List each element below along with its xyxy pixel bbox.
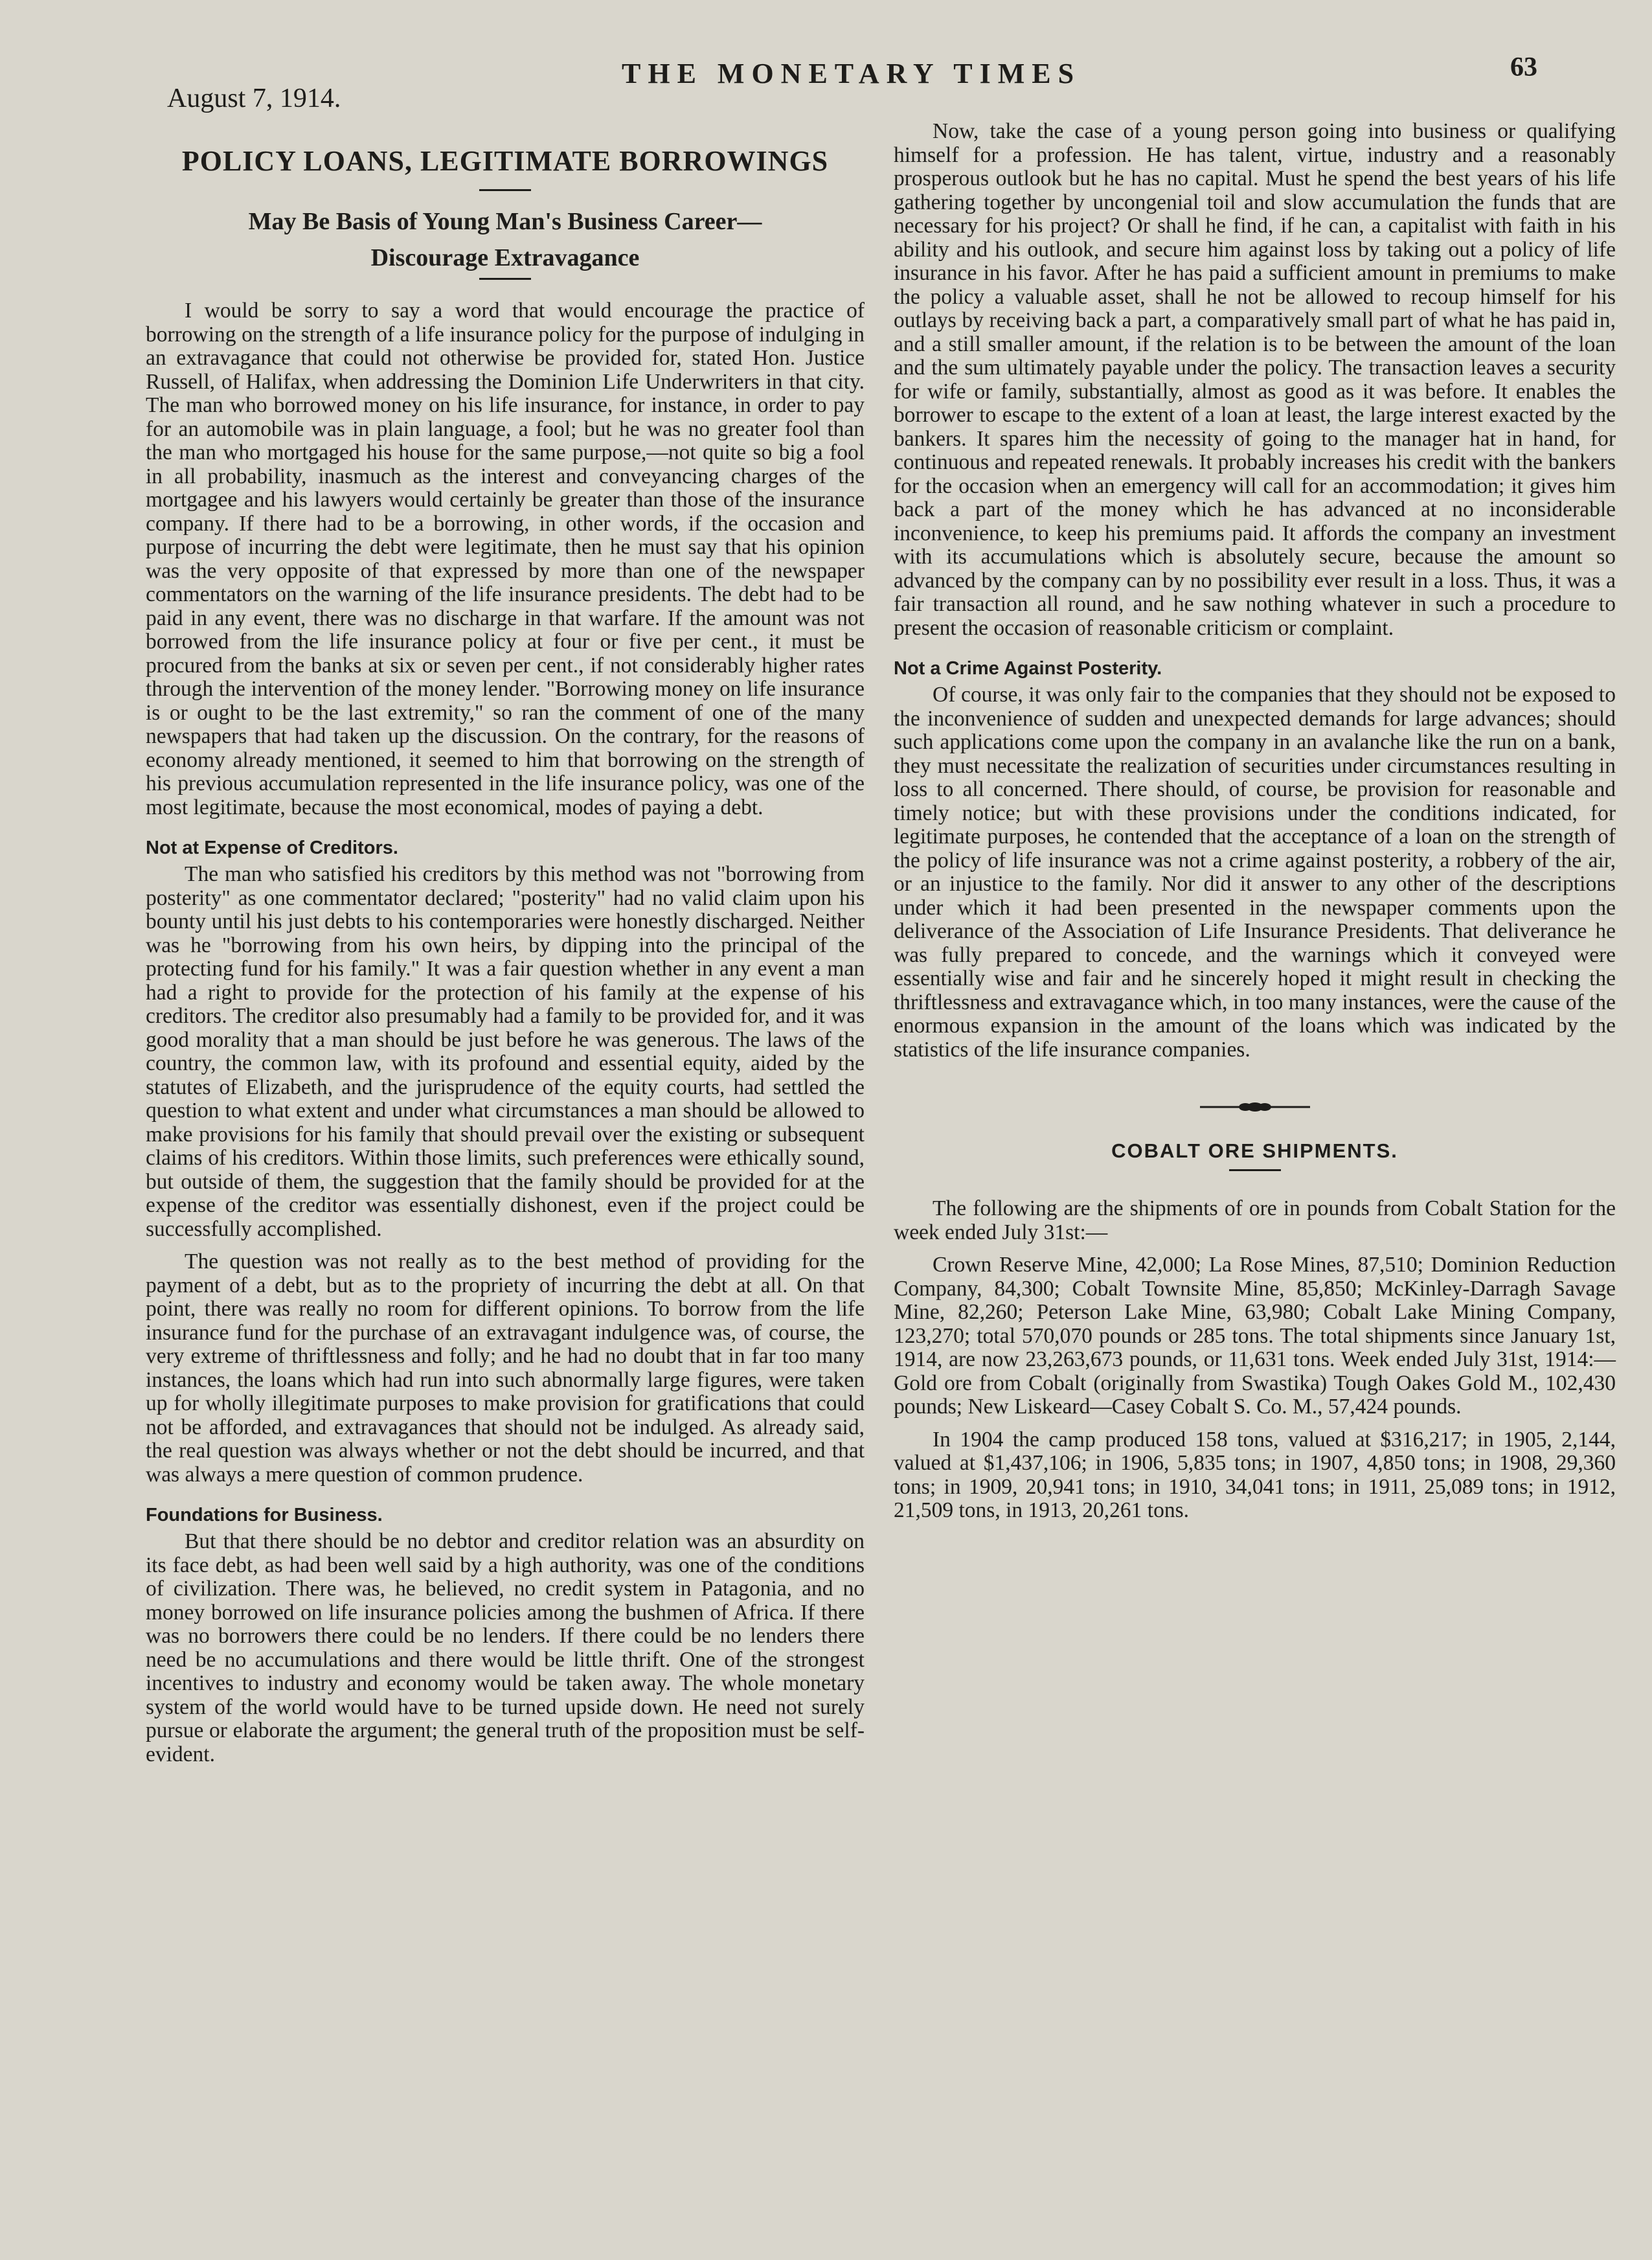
headline-rule (479, 189, 531, 191)
right-column (894, 120, 1616, 1532)
ornament-icon (1200, 1101, 1310, 1113)
cobalt-heading: COBALT ORE SHIPMENTS. (1111, 1139, 1398, 1162)
article-paragraph: Now, take the case of a young person going into business or qualifying himself for a profession. He has talent, virtue, industry and a reasonably prosperous outlook but he has no capital. Must he spend the best years of his life gathering together by uncongenial toil and slow accumulation the funds that are necessary for his project? Or shall he find, if he can, a capitalist with faith in his ability and his outlook, and secure him against loss by taking out a policy of life insurance in his favor. After he has paid a sufficient amount in premiums to make the policy a valuable asset, shall he not be allowed to recoup himself for his outlays by receiving back a part, a comparatively small part of what he has paid in, and a still smaller amount, if the relation is to be between the amount of the loan and the sum ultimately payable under the policy. The transaction leaves a security for wife or family, substantially, almost as good as it was before. It enables the borrower to escape to the extent of a loan at least, the large interest exacted by the bankers. It spares him the necessity of going to the manager hat in hand, for continuous and repeated renewals. It probably increases his credit with the bankers for the occasion when an emergency will call for an accommodation; it gives him back a part of the money which he has advanced at no inconsiderable inconvenience, to keep his premiums paid. It affords the company an investment with its accumulations which is absolutely secure, because the amount so advanced by the company can by no possibility ever result in a loss. Thus, it was a fair transaction all round, and he saw nothing whatever in such a procedure to present the occasion of reasonable criticism or complaint. (894, 119, 1616, 640)
cobalt-paragraph: Crown Reserve Mine, 42,000; La Rose Mines, 87,510; Dominion Reduction Company, 84,300; Cobalt Townsite Mine, 85,850; McKinley-Darragh Savage Mine, 82,260; Peterson Lake Mine, 63,980; Cobalt Lake Mining Company, 123,270; total 570,070 pounds or 285 tons. The total shipments since January 1st, 1914, are now 23,263,673 pounds, or 11,631 tons. Week ended July 31st, 1914:—Gold ore from Cobalt (originally from Swastika) Tough Oakes Gold M., 102,430 pounds; New Liskeard—Casey Cobalt S. Co. M., 57,424 pounds. (894, 1253, 1616, 1419)
cobalt-heading-rule (1229, 1169, 1281, 1171)
cobalt-paragraph: In 1904 the camp produced 158 tons, valued at $316,217; in 1905, 2,144, valued at $1,437,106; in 1906, 5,835 tons; in 1907, 4,850 tons; in 1908, 29,360 tons; in 1909, 20,941 tons; in 1910, 34,041 tons; in 1911, 25,089 tons; in 1912, 21,509 tons, in 1913, 20,261 tons. (894, 1427, 1616, 1522)
article-paragraph: The question was not really as to the best method of providing for the payment of a debt, but as to the propriety of incurring the debt at all. On that point, there was really no room for different opinions. To borrow from the life insurance fund for the purchase of an extravagant indulgence was, of course, the very extreme of thriftlessness and folly; and he had no doubt that in far too many instances, the loans which had run into such abnormally large figures, were taken up for wholly illegitimate purposes to make provision for gratifications that could not be afforded, and extravagances that should not be indulged. As already said, the real question was always whether or not the debt should be incurred, and that was always a mere question of common prudence. (146, 1250, 865, 1487)
section-heading: Foundations for Business. (146, 1505, 383, 1525)
section-heading: Not a Crime Against Posterity. (894, 658, 1162, 679)
article-paragraph: The man who satisfied his creditors by this method was not "borrowing from posterity" as one commentator declared; "posterity" had no valid claim upon his bounty until his just debts to his contemporaries were honestly discharged. Neither was he "borrowing from his own heirs, by dipping into the principal of the protecting fund for his family." It was a fair question whether in any event a man had a right to provide for the protection of his family at the expense of his creditors. The creditor also presumably had a family to be provided for, and it was good morality that a man should be just before he was generous. The laws of the country, the common law, with its profound and essential equity, aided by the statutes of Elizabeth, and the jurisprudence of the equity courts, had settled the question to what extent and under what circumstances a man should be allowed to make provisions for his family that should prevail over the existing or subsequent claims of his creditors. Within those limits, such preferences were ethically sound, but outside of them, the suggestion that the family should be provided for at the expense of the creditor was essentially dishonest, even if the project could be successfully accomplished. (146, 862, 865, 1241)
left-column (146, 120, 865, 1775)
article-subheadline-line1: May Be Basis of Young Man's Business Career— (248, 208, 762, 235)
article-headline: POLICY LOANS, LEGITIMATE BORROWINGS (181, 145, 829, 177)
subheadline-rule (479, 278, 531, 280)
section-divider-ornament (894, 1101, 1616, 1113)
article-subheadline-line2: Discourage Extravagance (370, 244, 640, 271)
section-heading: Not at Expense of Creditors. (146, 838, 398, 858)
article-paragraph: I would be sorry to say a word that would encourage the practice of borrowing on the strength of a life insurance policy for the purpose of indulging in an extravagance that could not otherwise be provided for, stated Hon. Justice Russell, of Halifax, when addressing the Dominion Life Underwriters in that city. The man who borrowed money on his life insurance, for instance, in order to pay for an automobile was in plain language, a fool; but he was no greater fool than the man who mortgaged his house for the same purpose,—not quite so big a fool in all probability, inasmuch as the interest and conveyancing charges of the mortgagee and his lawyers would certainly be greater than those of the insurance company. If there had to be a borrowing, in other words, if the occasion and purpose of incurring the debt were legitimate, then he must say that his opinion was the very opposite of that expressed by more than one of the newspaper commentators on the warning of the life insurance presidents. The debt had to be paid in any event, there was no discharge in that warfare. If the amount was not borrowed from the life insurance policy at four or five per cent., it must be procured from the banks at six or seven per cent., if not considerably higher rates through the intervention of the money lender. "Borrowing money on life insurance is or ought to be the last extremity," so ran the comment of one of the many newspapers that had taken up the discussion. On the contrary, for the reasons of economy already mentioned, it seemed to him that borrowing on the strength of his previous accumulation represented in the life insurance policy, was one of the most legitimate, because the most economical, modes of paying a debt. (146, 299, 865, 819)
masthead-title: THE MONETARY TIMES (622, 58, 1081, 89)
cobalt-paragraph: The following are the shipments of ore in pounds from Cobalt Station for the week ended July 31st:— (894, 1196, 1616, 1244)
article-paragraph: But that there should be no debtor and creditor relation was an absurdity on its face debt, as had been well said by a high authority, was one of the conditions of civilization. There was, he believed, no credit system in Patagonia, and no money borrowed on life insurance policies among the bushmen of Africa. If there was no borrowers there could be no lenders. If there could be no lenders there need be no accumulations and there would be little thrift. One of the strongest incentives to industry and economy would be taken away. The whole monetary system of the world would have to be turned upside down. He need not surely pursue or elaborate the argument; the general truth of the proposition must be self-evident. (146, 1529, 865, 1766)
article-paragraph: Of course, it was only fair to the companies that they should not be exposed to the inconvenience of sudden and unexpected demands for large advances; should such applications come upon the company in an avalanche like the run on a bank, they must necessitate the realization of securities under circumstances resulting in loss to all concerned. There should, of course, be provision for reasonable and timely notice; but with these provisions under the conditions indicated, for legitimate purposes, he contended that the acceptance of a loan on the strength of the policy of life insurance was not a crime against posterity, a robbery of the air, or an injustice to the family. Nor did it answer to any other of the descriptions under which it had been presented in the newspaper comments upon the deliverance of the Association of Life Insurance Presidents. That deliverance he was fully prepared to concede, and the warnings which it conveyed were essentially wise and fair and he sincerely hoped it might result in checking the thriftlessness and extravagance which, in too many instances, were the cause of the enormous expansion in the amount of the loans which was indicated by the statistics of the life insurance companies. (894, 683, 1616, 1062)
page-number: 63 (1510, 52, 1537, 82)
issue-date: August 7, 1914. (167, 84, 341, 113)
